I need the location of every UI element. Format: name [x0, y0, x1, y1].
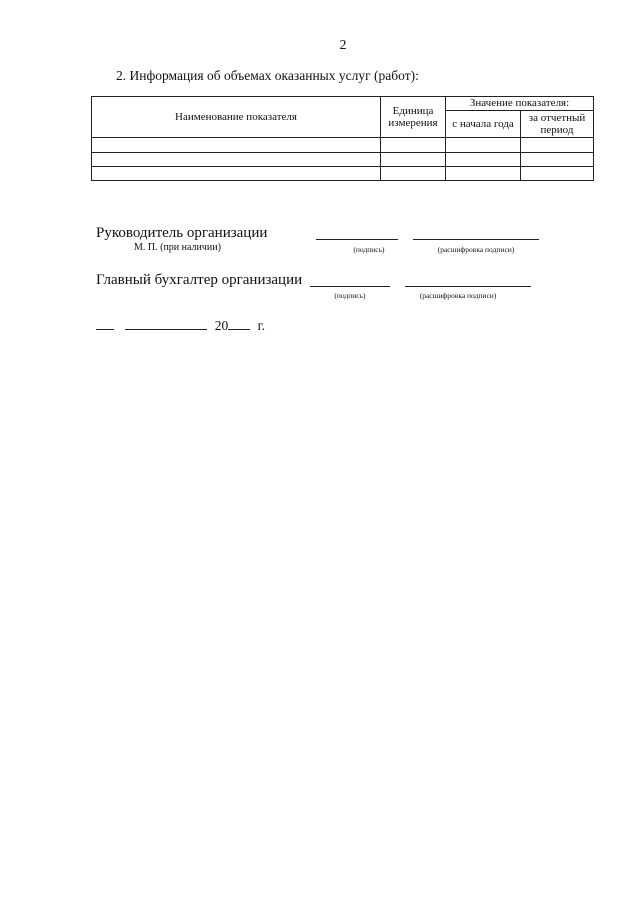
accountant-signature-caption: (подпись): [334, 291, 366, 300]
table-row: [92, 138, 594, 152]
date-year-prefix: 20: [214, 318, 229, 333]
seal-label: М. П. (при наличии): [134, 242, 221, 253]
header-indicator-name: Наименование показателя: [92, 97, 381, 138]
table-cell[interactable]: [446, 166, 521, 180]
table-cell[interactable]: [381, 138, 446, 152]
table-row: [92, 152, 594, 166]
header-since-year-start: с начала года: [446, 111, 521, 138]
services-volume-table: [91, 96, 594, 181]
head-signature-caption: (подпись): [353, 245, 385, 254]
table-cell[interactable]: [381, 166, 446, 180]
page-number: 2: [339, 38, 347, 53]
date-line: [96, 317, 265, 334]
accountant-signature-line[interactable]: [310, 286, 390, 287]
table-cell[interactable]: [446, 152, 521, 166]
head-signature-line[interactable]: [316, 239, 398, 240]
header-value-group: Значение показателя:: [446, 97, 594, 111]
section-heading: 2. Информация об объемах оказанных услуг (работ):: [116, 68, 419, 83]
table-cell[interactable]: [521, 138, 594, 152]
date-year-suffix: г.: [257, 318, 266, 333]
table-cell[interactable]: [446, 138, 521, 152]
accountant-signature-title: Главный бухгалтер организации: [96, 272, 303, 288]
head-decode-caption: (расшифровка подписи): [437, 245, 515, 254]
date-day-blank[interactable]: [96, 317, 114, 330]
table-cell[interactable]: [92, 152, 381, 166]
table-cell[interactable]: [521, 166, 594, 180]
head-signature-title: Руководитель организации: [96, 225, 268, 241]
table-cell[interactable]: [381, 152, 446, 166]
table-cell[interactable]: [521, 152, 594, 166]
table-cell[interactable]: [92, 166, 381, 180]
header-reporting-period: за отчетный период: [521, 111, 594, 138]
date-year-blank[interactable]: [228, 317, 250, 330]
header-unit: Единица измерения: [381, 97, 446, 138]
table-cell[interactable]: [92, 138, 381, 152]
accountant-decode-line[interactable]: [405, 286, 531, 287]
date-month-blank[interactable]: [125, 317, 207, 330]
head-decode-line[interactable]: [413, 239, 539, 240]
accountant-decode-caption: (расшифровка подписи): [419, 291, 497, 300]
table-row: [92, 166, 594, 180]
